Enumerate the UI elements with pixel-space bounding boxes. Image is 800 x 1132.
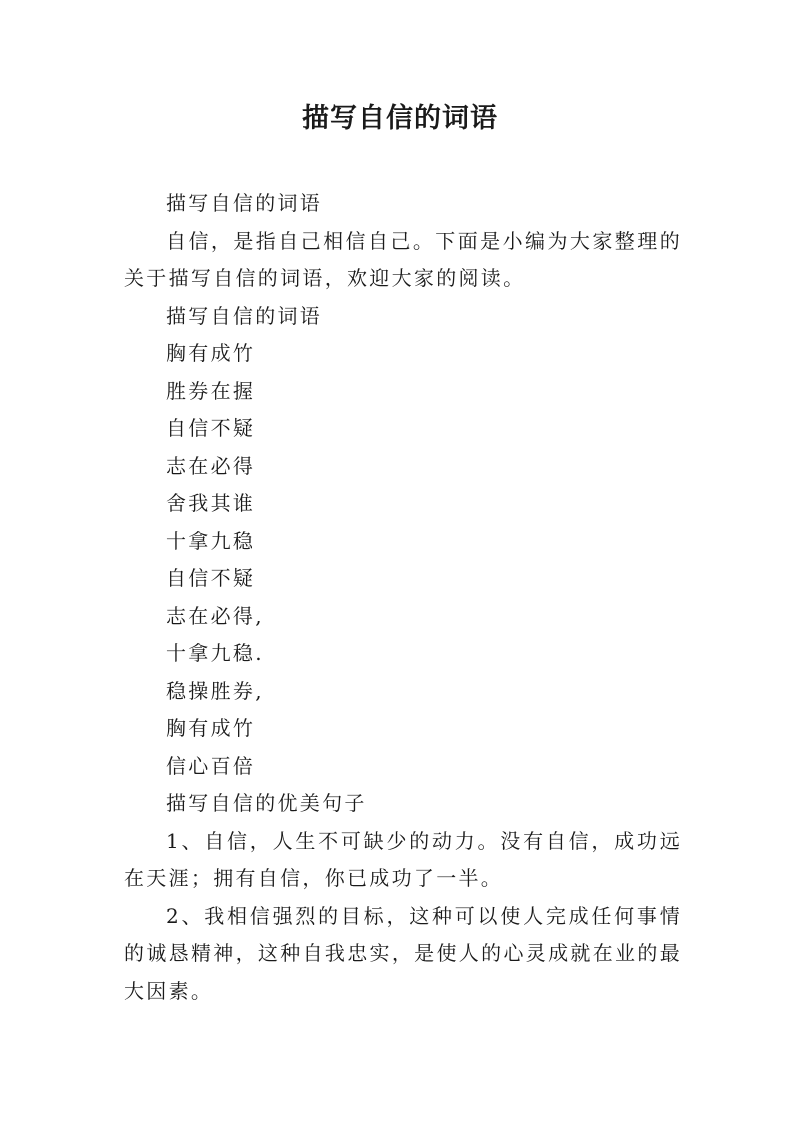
paragraph: 描写自信的词语	[166, 191, 323, 215]
paragraph: 描写自信的词语	[166, 303, 323, 328]
paragraph: 自信，是指自己相信自己。下面是小编为大家整理的关于描写自信的词语，欢迎大家的阅读。	[124, 228, 682, 290]
paragraph: 1、自信，人生不可缺少的动力。没有自信，成功远在天涯；拥有自信，你已成功了一半。	[124, 828, 682, 890]
word-item: 十拿九稳.	[166, 641, 264, 665]
word-item: 十拿九稳	[166, 528, 256, 553]
word-item: 信心百倍	[166, 753, 256, 778]
word-item: 舍我其谁	[166, 491, 256, 515]
word-item: 志在必得	[166, 453, 256, 478]
document-body	[124, 185, 682, 1010]
word-item: 自信不疑	[166, 566, 256, 590]
word-item: 稳操胜券,	[166, 678, 264, 703]
word-item: 志在必得,	[166, 603, 264, 628]
word-item: 自信不疑	[166, 416, 256, 440]
word-item: 胸有成竹	[166, 341, 256, 365]
document-title: 描写自信的词语	[302, 103, 498, 134]
paragraph: 2、我相信强烈的目标，这种可以使人完成任何事情的诚恳精神，这种自我忠实，是使人的心灵成就在业的最大因素。	[124, 903, 682, 1003]
section-heading: 描写自信的优美句子	[166, 791, 367, 815]
word-item: 胜券在握	[166, 378, 256, 403]
word-item: 胸有成竹	[166, 716, 256, 740]
